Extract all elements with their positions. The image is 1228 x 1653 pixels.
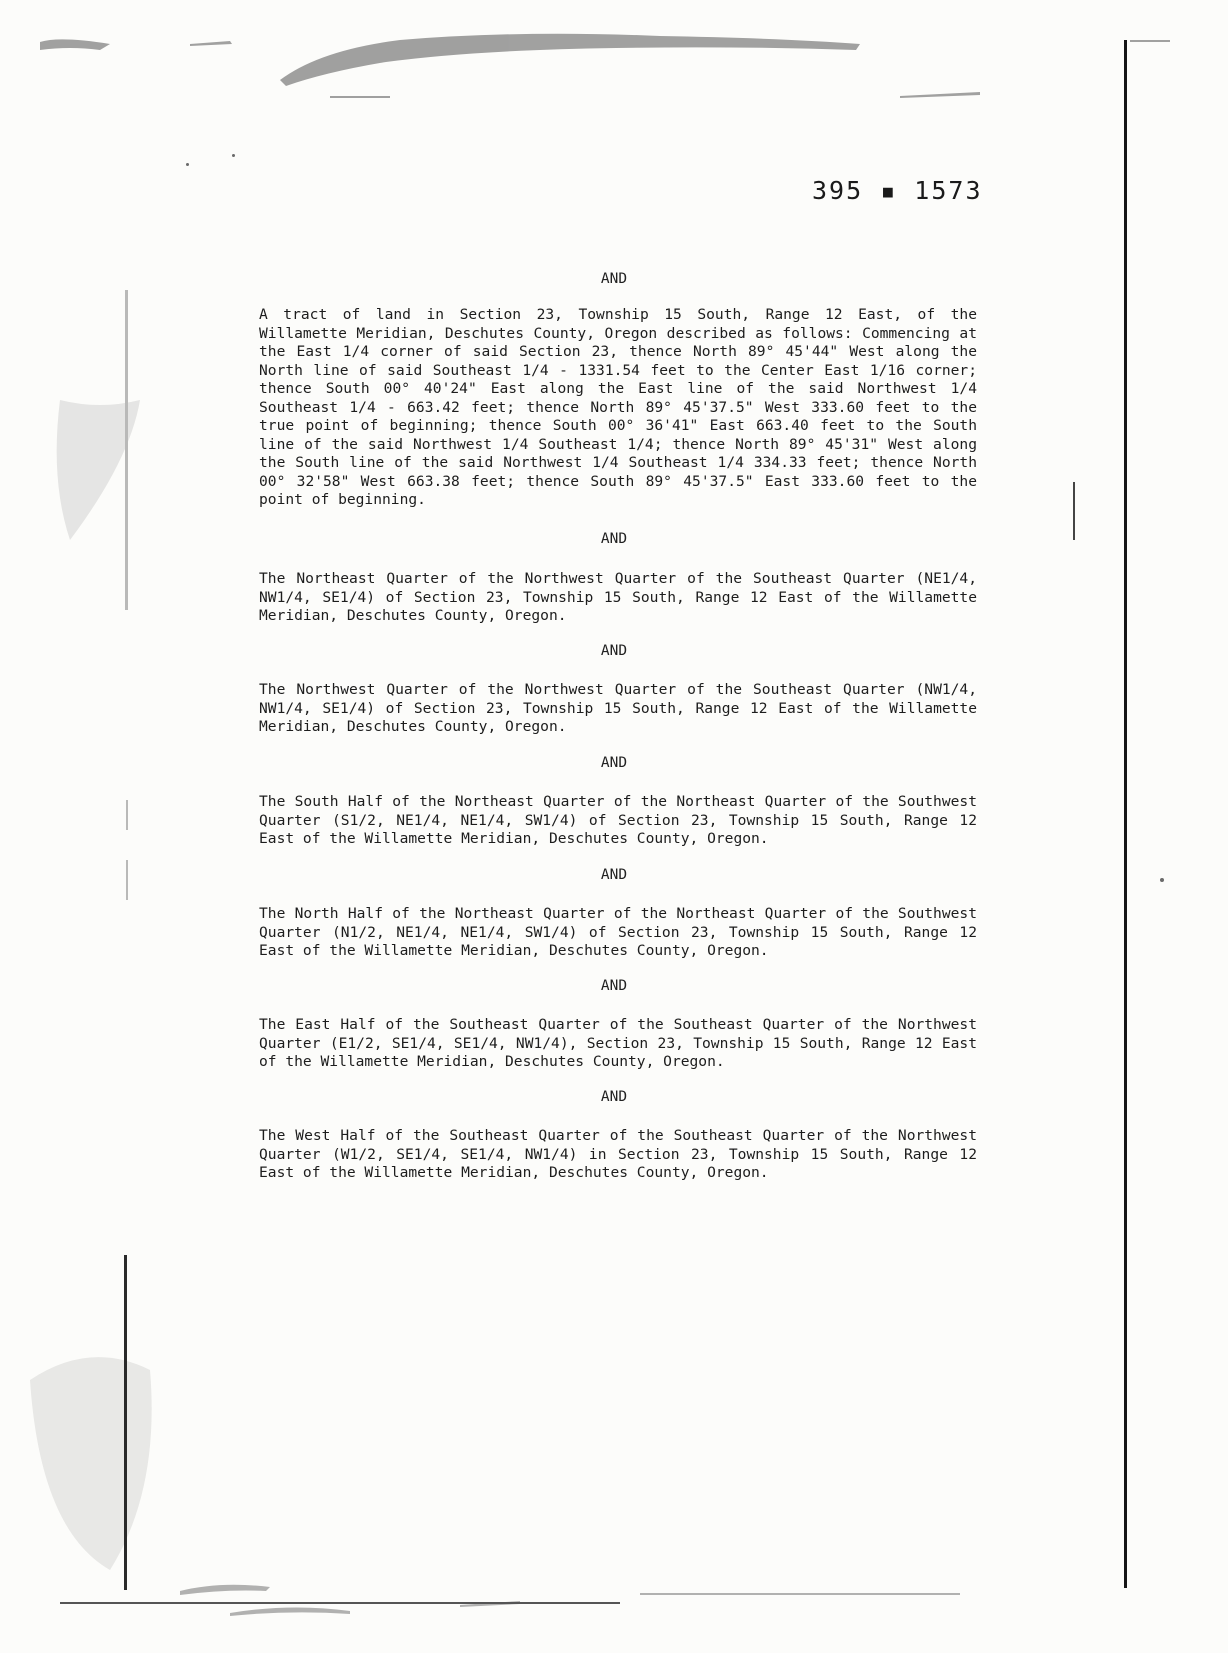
and-separator: AND <box>600 755 628 771</box>
legal-description-paragraph: The Northwest Quarter of the Northwest Quarter of the Southeast Quarter (NW1/4, NW1/4, SE1/4) of Section 23, Township 15 South, Range 12 East of the Willamette Meridian, Deschutes County, Oregon. <box>259 681 977 735</box>
page-number: 395 ▪ 1573 <box>812 176 983 205</box>
and-separator: AND <box>600 978 628 994</box>
legal-description-paragraph: The South Half of the Northeast Quarter of the Northeast Quarter of the Southwest Quarter (S1/2, NE1/4, NE1/4, SW1/4) of Section 23, Township 15 South, Range 12 East of the Willamette Meridian, Deschutes County, Oregon. <box>259 793 977 847</box>
scan-noise-top <box>0 0 1228 120</box>
bottom-scan-line <box>60 1602 620 1604</box>
legal-description-paragraph: The East Half of the Southeast Quarter of the Southeast Quarter of the Northwest Quarter (E1/2, SE1/4, SE1/4, NW1/4), Section 23, Township 15 South, Range 12 East of the Willamette Meridian, Deschutes County, Oregon. <box>259 1016 977 1070</box>
and-separator: AND <box>600 867 628 883</box>
legal-description-paragraph: The North Half of the Northeast Quarter of the Northeast Quarter of the Southwest Quarter (N1/2, NE1/4, NE1/4, SW1/4) of Section 23, Township 15 South, Range 12 East of the Willamette Meridian, Deschutes County, Oregon. <box>259 905 977 959</box>
scan-speck <box>186 163 189 166</box>
left-margin-line <box>124 1255 127 1590</box>
and-separator: AND <box>600 271 628 287</box>
legal-description-paragraph: The Northeast Quarter of the Northwest Quarter of the Southeast Quarter (NE1/4, NW1/4, SE1/4) of Section 23, Township 15 South, Range 12 East of the Willamette Meridian, Deschutes County, Oregon. <box>259 570 977 624</box>
legal-description-paragraph: A tract of land in Section 23, Township 15 South, Range 12 East, of the Willamette Meridian, Deschutes County, Oregon described as follows: Commencing at the East 1/4 corner of said Section 23, thence North 89° 45'44" West along the North line of said Southeast 1/4 - 1331.54 feet to the Center East 1/16 corner; thence South 00° 40'24" East along the East line of the said Northwest 1/4 Southeast 1/4 - 663.42 feet; thence North 89° 45'37.5" West 333.60 feet to the true point of beginning; thence South 00° 36'41" East 663.40 feet to the South line of the said Northwest 1/4 Southeast 1/4; thence North 89° 45'31" West along the South line of the said Northwest 1/4 Southeast 1/4 334.33 feet; thence North 00° 32'58" West 663.38 feet; thence South 89° 45'37.5" East 333.60 feet to the point of beginning. <box>259 306 977 508</box>
scan-noise-left <box>0 0 170 1653</box>
legal-description-paragraph: The West Half of the Southeast Quarter of the Southeast Quarter of the Northwest Quarter (W1/2, SE1/4, SE1/4, NW1/4) in Section 23, Township 15 South, Range 12 East of the Willamette Meridian, Deschutes County, Oregon. <box>259 1127 977 1181</box>
and-separator: AND <box>600 1089 628 1105</box>
and-separator: AND <box>600 643 628 659</box>
scan-noise-bottom <box>0 1533 1228 1653</box>
scan-speck <box>232 154 235 157</box>
and-separator: AND <box>600 531 628 547</box>
